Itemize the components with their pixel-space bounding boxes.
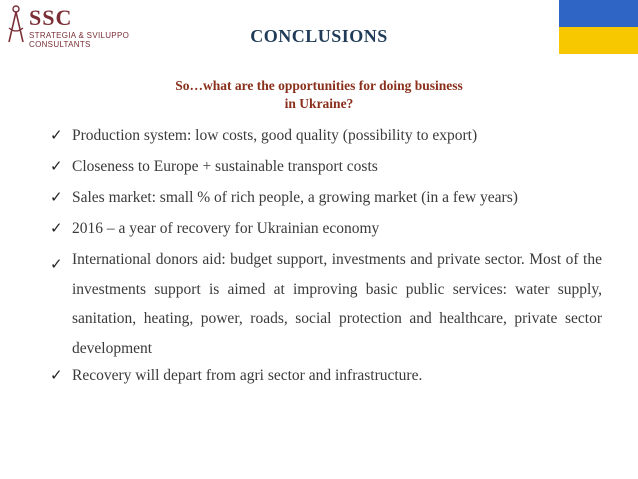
- conclusions-list: [50, 126, 602, 397]
- logo-tagline-1: STRATEGIA & SVILUPPO: [29, 31, 130, 40]
- checkmark-icon: ✓: [50, 255, 63, 273]
- checkmark-icon: ✓: [50, 157, 63, 175]
- checkmark-icon: ✓: [50, 366, 63, 384]
- subtitle-line-2: in Ukraine?: [284, 96, 354, 111]
- checkmark-icon: ✓: [50, 188, 63, 206]
- list-item-text: International donors aid: budget support, investments and private sector. Most of the investments support is aimed at improving basic public services: water supply, sanitation, heating, power, roads, social protection and healthcare, private sector development: [72, 251, 602, 357]
- list-item-text: Recovery will depart from agri sector and infrastructure.: [72, 367, 423, 384]
- flag-blue-stripe: [559, 0, 638, 27]
- subtitle-line-1: So…what are the opportunities for doing business: [175, 78, 463, 93]
- list-item: [50, 245, 602, 363]
- list-item: [50, 188, 602, 207]
- list-item: [50, 157, 602, 176]
- slide-title: CONCLUSIONS: [250, 26, 388, 46]
- logo-name: SSC: [29, 5, 73, 30]
- list-item: [50, 126, 602, 145]
- list-item-text: Closeness to Europe + sustainable transport costs: [72, 158, 378, 175]
- checkmark-icon: ✓: [50, 126, 63, 144]
- checkmark-icon: ✓: [50, 219, 63, 237]
- list-item: [50, 366, 602, 385]
- logo-tagline-2: CONSULTANTS: [29, 40, 91, 49]
- list-item: [50, 219, 602, 238]
- list-item-text: 2016 – a year of recovery for Ukrainian economy: [72, 220, 380, 237]
- list-item-text: Sales market: small % of rich people, a growing market (in a few years): [72, 189, 518, 206]
- slide-subtitle: [100, 77, 538, 113]
- list-item-text: Production system: low costs, good quality (possibility to export): [72, 127, 478, 144]
